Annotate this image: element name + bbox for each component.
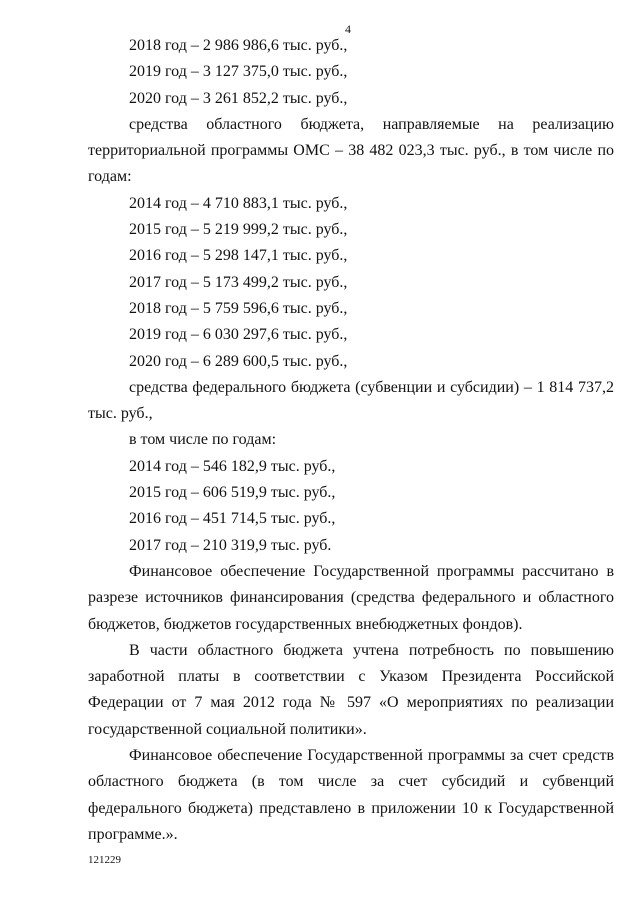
document-code: 121229 (88, 854, 121, 866)
federal-budget-by-years: в том числе по годам: (129, 431, 277, 449)
federal-budget-intro: средства федерального бюджета (субвенции и субсидии) – 1 814 737,2 тыс. руб., (88, 378, 614, 423)
regional-budget-year-list (88, 191, 614, 375)
year-line: 2019 год – 6 030 297,6 тыс. руб., (129, 326, 348, 344)
year-line: 2017 год – 5 173 499,2 тыс. руб., (129, 273, 348, 291)
regional-budget-intro: средства областного бюджета, направляемые на реализацию территориальной программы ОМС – 38 482 023,3 тыс. руб., в том числе по годам: (88, 115, 614, 186)
year-line: 2018 год – 5 759 596,6 тыс. руб., (129, 299, 348, 317)
year-line: 2019 год – 3 127 375,0 тыс. руб., (129, 63, 348, 81)
federal-budget-year-list (88, 454, 614, 559)
year-line: 2014 год – 546 182,9 тыс. руб., (129, 457, 336, 475)
year-line: 2015 год – 5 219 999,2 тыс. руб., (129, 221, 348, 239)
year-line: 2018 год – 2 986 986,6 тыс. руб., (129, 37, 348, 54)
page-number: 4 (345, 22, 351, 36)
document-body (88, 33, 614, 848)
paragraph-appendix-reference: Финансовое обеспечение Государственной программы за счет средств областного бюджета (в том числе за счет субсидий и субвенций федерального бюджета) представлено в приложении 10 к Государственной программе.». (88, 747, 614, 843)
paragraph-salary-decree: В части областного бюджета учтена потребность по повышению заработной платы в соответствии с Указом Президента Российской Федерации от 7 мая 2012 года № 597 «О мероприятиях по реализации государственной социальной политики». (88, 641, 614, 738)
year-line: 2016 год – 451 714,5 тыс. руб., (129, 510, 336, 528)
year-line: 2017 год – 210 319,9 тыс. руб. (129, 536, 332, 554)
paragraph-financing-sources: Финансовое обеспечение Государственной программы рассчитано в разрезе источников финансирования (средства федерального и областного бюджетов, бюджетов государственных внебюджетных фондов). (88, 562, 614, 633)
year-list-continuation (88, 33, 614, 112)
year-line: 2020 год – 3 261 852,2 тыс. руб., (129, 89, 348, 107)
year-line: 2016 год – 5 298 147,1 тыс. руб., (129, 247, 348, 265)
year-line: 2014 год – 4 710 883,1 тыс. руб., (129, 194, 348, 212)
year-line: 2020 год – 6 289 600,5 тыс. руб., (129, 352, 348, 370)
year-line: 2015 год – 606 519,9 тыс. руб., (129, 484, 336, 502)
